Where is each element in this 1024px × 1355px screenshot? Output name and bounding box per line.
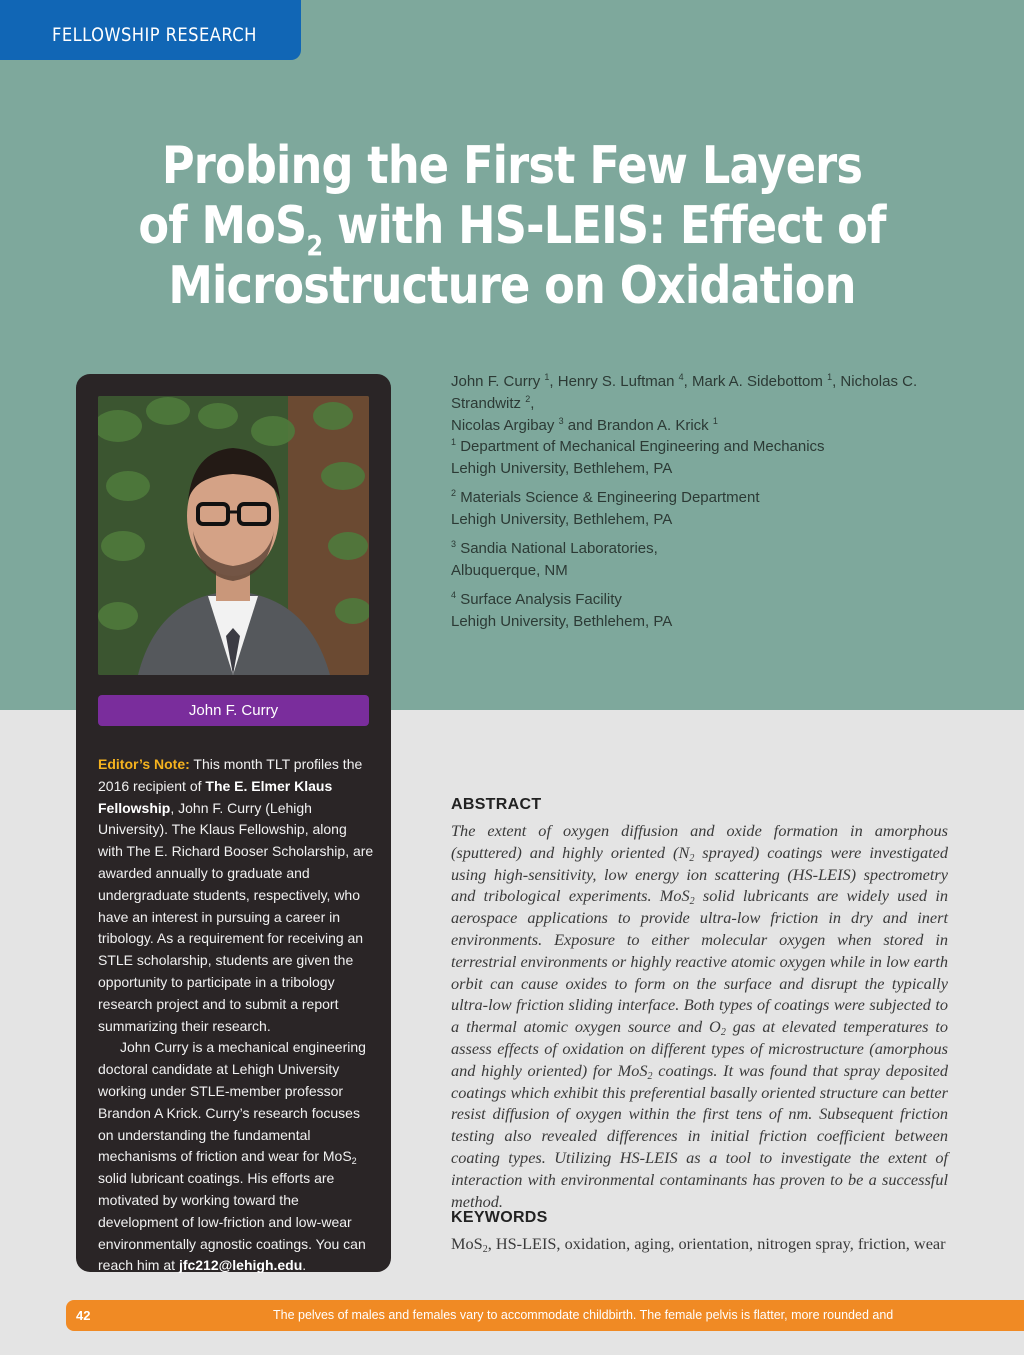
keywords-heading: KEYWORDS [451, 1209, 548, 1226]
affiliation-3: $^3$ Sandia National Laboratories, Albuquerque, NM [451, 539, 658, 579]
photo-caption: John F. Curry [98, 695, 369, 726]
title-line-3: Microstructure on Oxidation [168, 256, 856, 316]
footer-bar [66, 1300, 1024, 1331]
keywords-body: MoS$_2$, HS-LEIS, oxidation, aging, orientation, nitrogen spray, friction, wear [451, 1234, 946, 1255]
abstract-body: The extent of oxygen diffusion and oxide formation in amorphous (sputtered) and highly oriented ($N_2$ sprayed) coatings were investigated using high-sensitivity, low energy ion scattering (HS-LEIS) spectrometry and tribological experiments. MoS$_2$ solid lubricants are widely used in aerospace applications to provide ultra-low friction in dry and inert environments. Exposure to either molecular oxygen when stored in terrestrial environments or highly reactive atomic oxygen while in low earth orbit can cause oxides to form on the surface and disrupt the typically ultra-low friction sliding interface. Both types of coatings were subjected to a thermal atomic oxygen source and $O_2$ gas at elevated temperatures to assess effects of oxidation on different types of microstructure (amorphous and highly oriented) for MoS$_2$ coatings. It was found that spray deposited coatings which exhibit this preferential basally oriented structure can better resist diffusion of oxygen within the first tens of nm. Subsequent friction testing also revealed differences in initial friction coefficient between coating types. Utilizing HS-LEIS as a tool to investigate the extent of interaction with environmental contaminants has proven to be a successful method. [451, 821, 949, 1211]
section-tab [0, 0, 301, 60]
affiliation-4: $^4$ Surface Analysis Facility Lehigh University, Bethlehem, PA [451, 590, 673, 630]
footer-ticker-text: The pelves of males and females vary to accommodate childbirth. The female pelvis is flatter, more rounded and [273, 1308, 894, 1322]
section-label: FELLOWSHIP RESEARCH [52, 24, 257, 46]
article-title [0, 136, 1024, 316]
author-list: John F. Curry $^1$, Henry S. Luftman $^4$, Mark A. Sidebottom $^1$, Nicholas C. Strandwitz $^2$, Nicolas Argibay $^3$ and Brandon A. Krick $^1$ [451, 372, 918, 434]
page-number: 42 [76, 1308, 91, 1323]
editor-note: Editor’s Note: This month TLT profiles the 2016 recipient of The E. Elmer Klaus Fellowship, John F. Curry (Lehigh University). The Klaus Fellowship, along with The E. Richard Booser Scholarship, are awarded annually to graduate and undergraduate students, respectively, who have an interest in pursuing a career in tribology. As a requirement for receiving an STLE scholarship, students are given the opportunity to participate in a tribology research project and to submit a report summarizing their research. John Curry is a mechanical engineering doctoral candidate at Lehigh University working under STLE-member professor Brandon A Krick. Curry’s research focuses on understanding the fundamental mechanisms of friction and wear for MoS$_2$ solid lubricant coatings. His efforts are motivated by working toward the development of low-friction and low-wear environmentally agnostic coatings. You can reach him at jfc212@lehigh.edu. [98, 756, 374, 1274]
email-link[interactable]: jfc212@lehigh.edu [178, 1257, 303, 1274]
title-line-1: Probing the First Few Layers [161, 136, 863, 196]
affiliation-1: $^1$ Department of Mechanical Engineering and Mechanics Lehigh University, Bethlehem, PA [451, 437, 825, 477]
editor-note-label: Editor’s Note: [98, 756, 190, 772]
editor-sidebar [76, 374, 391, 1272]
abstract-heading: ABSTRACT [451, 796, 542, 813]
author-photo [98, 396, 369, 675]
title-line-2: of MoS$_2$ with HS-LEIS: Effect of [138, 196, 886, 262]
affiliation-2: $^2$ Materials Science & Engineering Department Lehigh University, Bethlehem, PA [451, 488, 760, 528]
